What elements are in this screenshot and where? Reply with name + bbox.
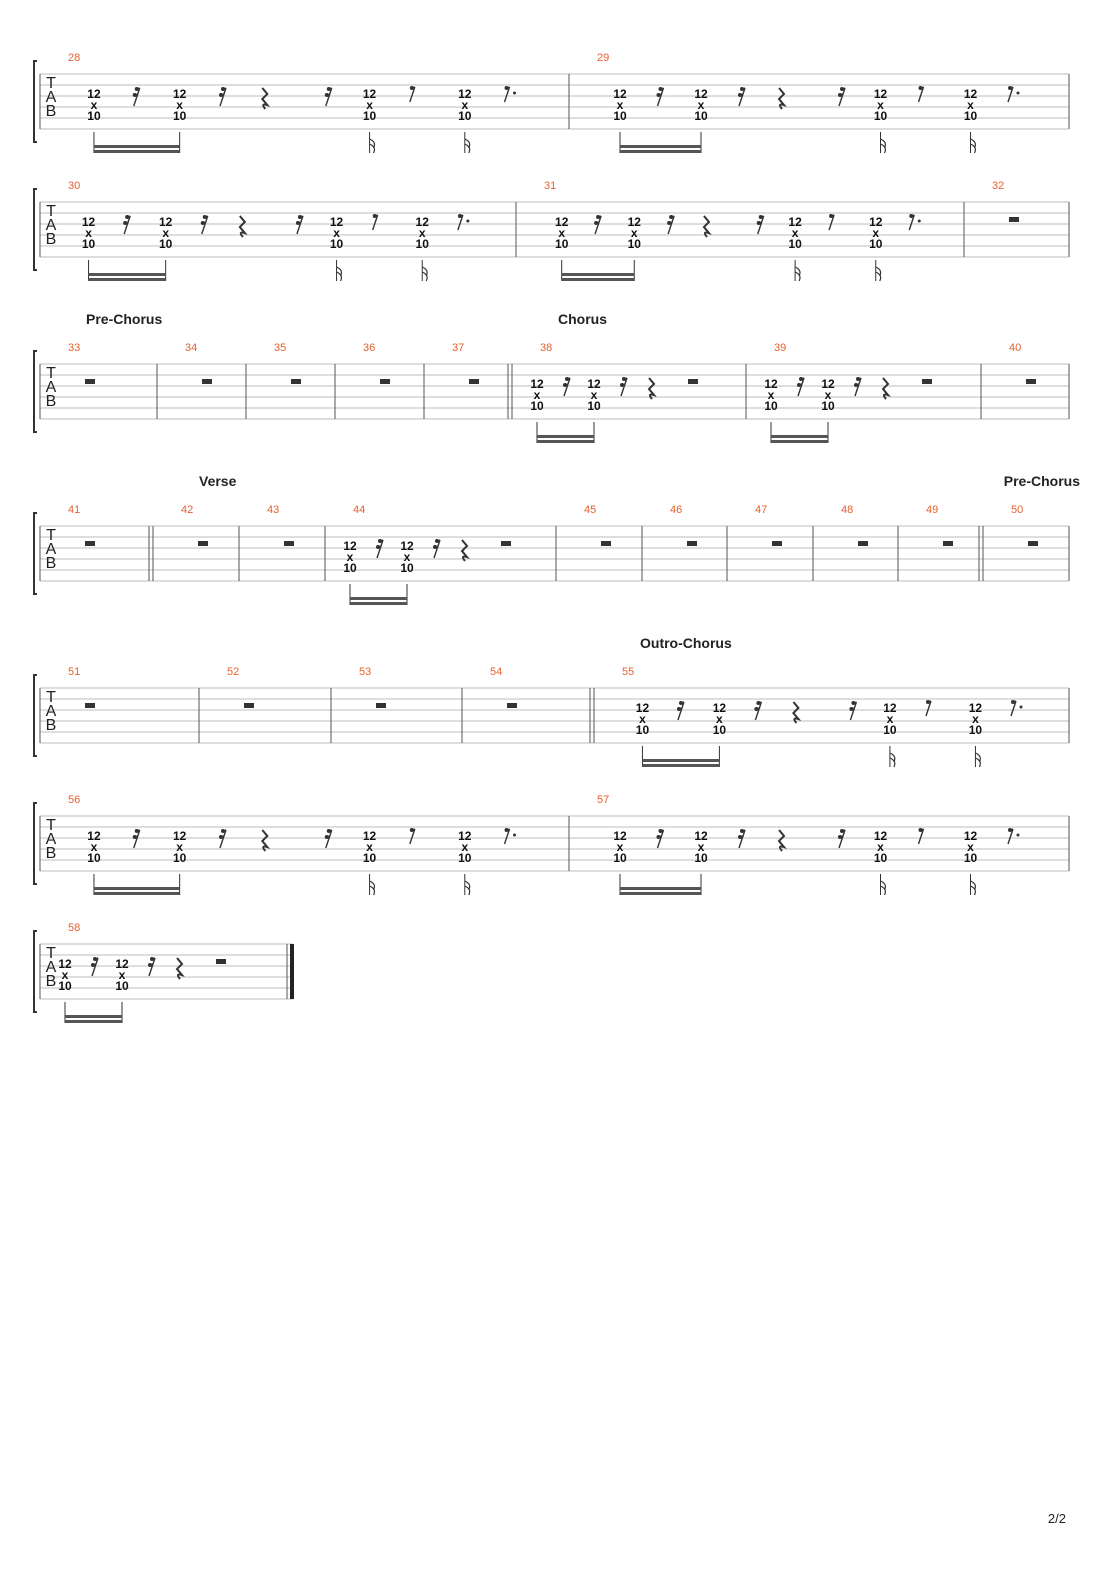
measure-39-beam-beam-2 [771, 435, 828, 438]
measure-28-note-1-dead-note: x [90, 98, 98, 112]
measure-46-whole-rest [687, 541, 697, 546]
measure-29-note-2-fret-10: 10 [694, 109, 708, 123]
measure-28-note-1-fret-12: 12 [87, 87, 101, 101]
measure-39 [746, 342, 932, 443]
measure-number: 44 [353, 504, 366, 516]
measure-number: 49 [926, 504, 939, 516]
tab-clef-t: T [46, 75, 56, 92]
measure-number: 51 [68, 666, 81, 678]
measure-29-note-4-fret-12: 12 [963, 87, 978, 101]
measure-number: 47 [755, 504, 768, 516]
measure-38-beam-beam-2 [537, 435, 594, 438]
measure-57-rest-q [779, 830, 784, 851]
measure-38-beam-beam-1 [537, 440, 594, 443]
system-bracket [34, 931, 37, 1012]
measure-55 [590, 635, 1023, 767]
measure-28 [68, 52, 516, 153]
measure-56-note-1-fret-12: 12 [87, 829, 101, 843]
tab-clef-a: A [45, 959, 57, 976]
section-label: Outro-Chorus [640, 635, 732, 651]
measure-number: 28 [68, 52, 81, 64]
measure-29-note-2-dead-note: x [697, 98, 705, 112]
system-bracket [34, 61, 37, 142]
measure-31-note-3-fret-12: 12 [788, 215, 802, 229]
measure-58-beam-beam-1 [65, 1020, 122, 1023]
measure-28-rest-8-dotted-dot [513, 92, 516, 95]
measure-34 [157, 342, 212, 419]
measure-57-note-1-dead-note: x [616, 840, 624, 854]
system-bracket [34, 675, 37, 756]
measure-56-note-4-fret-12: 12 [458, 829, 472, 843]
measure-29-note-4-fret-10: 10 [963, 109, 978, 123]
system-1 [34, 52, 1069, 153]
measure-36-whole-rest [380, 379, 390, 384]
measure-30-note-1-fret-12: 12 [81, 215, 96, 229]
measure-47-whole-rest [772, 541, 782, 546]
measure-number: 39 [774, 342, 787, 354]
measure-39-rest-half [922, 379, 932, 384]
measure-31-beam-beam-1 [562, 278, 635, 281]
measure-29-note-1-fret-12: 12 [613, 87, 627, 101]
measure-29-beam-beam-2 [620, 145, 701, 148]
measure-29-note-1-fret-10: 10 [613, 109, 627, 123]
measure-58 [58, 922, 294, 1023]
measure-number: 43 [267, 504, 280, 516]
measure-29-beam-beam-1 [620, 150, 701, 153]
measure-30-note-1-dead-note: x [85, 226, 92, 240]
measure-31-note-2-fret-12: 12 [627, 215, 641, 229]
measure-41 [68, 504, 95, 546]
tab-clef-t: T [46, 527, 56, 544]
measure-number: 36 [363, 342, 376, 354]
measure-39-beam-beam-1 [771, 440, 828, 443]
measure-number: 38 [540, 342, 553, 354]
measure-52-whole-rest [244, 703, 254, 708]
system-3 [34, 311, 1069, 443]
measure-44-beam-beam-2 [350, 597, 407, 600]
measure-56-note-4-dead-note: x [461, 840, 469, 854]
measure-57-note-1-fret-12: 12 [613, 829, 627, 843]
system-bracket [34, 351, 37, 432]
measure-30-rest-8-dotted-dot [466, 220, 469, 223]
measure-31-note-2-dead-note: x [630, 226, 638, 240]
measure-56-beam-beam-1 [94, 892, 180, 895]
measure-36 [335, 342, 390, 419]
measure-34-whole-rest [202, 379, 212, 384]
measure-38-note-1-dead-note: x [533, 388, 541, 402]
measure-number: 33 [68, 342, 81, 354]
measure-55-note-4-fret-10: 10 [968, 723, 983, 737]
measure-55-stem-4-flag-2 [975, 758, 980, 767]
measure-56-note-2-fret-12: 12 [172, 829, 187, 843]
measure-57-beam-beam-1 [620, 892, 701, 895]
measure-55-note-1-fret-10: 10 [635, 723, 650, 737]
measure-31 [516, 180, 921, 281]
measure-28-note-3-fret-12: 12 [362, 87, 377, 101]
measure-29-note-2-fret-12: 12 [694, 87, 708, 101]
measure-44-rest-half [501, 541, 511, 546]
measure-28-note-3-dead-note: x [366, 98, 373, 112]
measure-55-note-3-dead-note: x [886, 712, 894, 726]
measure-55-beam-beam-2 [642, 759, 719, 762]
measure-57-note-1-fret-10: 10 [613, 851, 627, 865]
tab-clef-b: B [45, 393, 57, 410]
measure-28-note-2-fret-10: 10 [172, 109, 187, 123]
measure-28-rest-q [262, 88, 267, 109]
measure-38-rest-q [649, 378, 654, 399]
measure-number: 48 [841, 504, 854, 516]
measure-38-note-2-fret-12: 12 [587, 377, 601, 391]
measure-44-note-1-fret-12: 12 [343, 539, 357, 553]
measure-57-note-3-fret-10: 10 [873, 851, 888, 865]
measure-number: 50 [1011, 504, 1024, 516]
measure-57-beam-beam-2 [620, 887, 701, 890]
measure-number: 54 [490, 666, 503, 678]
measure-35 [246, 342, 301, 419]
measure-32-whole-rest [1009, 217, 1019, 222]
measure-57-note-4-fret-12: 12 [963, 829, 978, 843]
tab-clef-t: T [46, 203, 56, 220]
measure-53 [331, 666, 386, 743]
measure-38-note-2-dead-note: x [590, 388, 598, 402]
measure-29-stem-4-flag-2 [971, 144, 976, 153]
measure-30-note-4-dead-note: x [418, 226, 426, 240]
measure-31-note-4-dead-note: x [872, 226, 880, 240]
measure-56-note-1-dead-note: x [90, 840, 98, 854]
measure-29-stem-3-flag-2 [881, 144, 886, 153]
measure-43-whole-rest [284, 541, 294, 546]
measure-57-note-2-fret-10: 10 [694, 851, 708, 865]
measure-number: 37 [452, 342, 465, 354]
measure-56-note-4-fret-10: 10 [458, 851, 472, 865]
measure-number: 55 [622, 666, 635, 678]
tab-clef-b: B [45, 845, 57, 862]
measure-30-note-4-fret-10: 10 [415, 237, 429, 251]
measure-39-note-2-fret-12: 12 [821, 377, 835, 391]
measure-44 [325, 504, 511, 605]
measure-39-note-2-fret-10: 10 [821, 399, 835, 413]
measure-number: 41 [68, 504, 81, 516]
measure-57-note-2-dead-note: x [697, 840, 705, 854]
measure-29-note-1-dead-note: x [616, 98, 624, 112]
measure-number: 53 [359, 666, 372, 678]
measure-38-rest-half [688, 379, 698, 384]
measure-50-whole-rest [1028, 541, 1038, 546]
measure-29-note-3-dead-note: x [877, 98, 884, 112]
measure-58-rest-q [177, 958, 182, 979]
measure-number: 45 [584, 504, 597, 516]
measure-55-note-2-dead-note: x [716, 712, 723, 726]
measure-44-beam-beam-1 [350, 602, 407, 605]
measure-55-note-3-fret-10: 10 [883, 723, 897, 737]
measure-30-beam-beam-1 [89, 278, 166, 281]
measure-29-note-3-fret-10: 10 [873, 109, 888, 123]
measure-28-note-4-fret-10: 10 [458, 109, 472, 123]
tab-clef-a: A [45, 831, 57, 848]
tab-clef-t: T [46, 365, 56, 382]
measure-31-note-1-fret-10: 10 [555, 237, 569, 251]
measure-39-note-1-fret-10: 10 [764, 399, 778, 413]
measure-29-rest-q [779, 88, 784, 109]
tab-clef-b: B [45, 231, 57, 248]
measure-30-stem-4-flag-2 [422, 272, 427, 281]
system-bracket [34, 803, 37, 884]
system-6 [34, 794, 1069, 895]
measure-56-note-2-fret-10: 10 [172, 851, 187, 865]
measure-28-note-2-fret-12: 12 [172, 87, 187, 101]
measure-55-note-1-fret-12: 12 [635, 701, 650, 715]
measure-58-rest-half [216, 959, 226, 964]
measure-51-whole-rest [85, 703, 95, 708]
measure-44-note-1-dead-note: x [346, 550, 354, 564]
measure-58-beam-beam-2 [65, 1015, 122, 1018]
measure-55-note-2-fret-10: 10 [712, 723, 727, 737]
measure-30-note-1-fret-10: 10 [81, 237, 96, 251]
measure-30-note-4-fret-12: 12 [415, 215, 429, 229]
measure-56-stem-3-flag-2 [370, 886, 375, 895]
measure-56-note-2-dead-note: x [176, 840, 183, 854]
measure-28-note-1-fret-10: 10 [87, 109, 101, 123]
measure-44-note-2-fret-10: 10 [400, 561, 414, 575]
measure-number: 58 [68, 922, 81, 934]
page-number: 2/2 [1047, 1511, 1066, 1526]
measure-56-note-1-fret-10: 10 [87, 851, 101, 865]
measure-28-note-3-fret-10: 10 [362, 109, 377, 123]
tab-clef-b: B [45, 973, 57, 990]
measure-30-note-2-dead-note: x [162, 226, 170, 240]
tab-clef-a: A [45, 217, 57, 234]
measure-31-note-4-fret-12: 12 [869, 215, 883, 229]
tab-clef-b: B [45, 103, 57, 120]
measure-41-whole-rest [85, 541, 95, 546]
measure-57-note-3-fret-12: 12 [873, 829, 888, 843]
measure-43 [239, 504, 294, 581]
measure-48-whole-rest [858, 541, 868, 546]
measure-31-stem-4-flag-2 [876, 272, 881, 281]
measure-58-final-thick-bar [290, 944, 294, 999]
measure-number: 56 [68, 794, 81, 806]
measure-42 [149, 473, 237, 581]
measure-56-note-3-dead-note: x [366, 840, 373, 854]
measure-number: 42 [181, 504, 194, 516]
system-4 [34, 473, 1080, 605]
measure-number: 35 [274, 342, 287, 354]
measure-40-whole-rest [1026, 379, 1036, 384]
measure-31-rest-8-dotted-dot [918, 220, 921, 223]
measure-57-note-4-fret-10: 10 [963, 851, 978, 865]
measure-31-stem-3-flag-2 [795, 272, 800, 281]
measure-58-note-2-dead-note: x [118, 968, 126, 982]
tab-clef-t: T [46, 689, 56, 706]
measure-45-whole-rest [601, 541, 611, 546]
measure-40 [981, 342, 1036, 419]
tab-clef-b: B [45, 555, 57, 572]
section-label: Chorus [558, 311, 607, 327]
measure-56-note-3-fret-10: 10 [362, 851, 377, 865]
measure-56-note-3-fret-12: 12 [362, 829, 377, 843]
measure-30 [68, 180, 469, 281]
system-bracket [34, 513, 37, 594]
measure-57-stem-4-flag-2 [971, 886, 976, 895]
measure-35-whole-rest [291, 379, 301, 384]
measure-30-stem-3-flag-2 [337, 272, 342, 281]
measure-28-note-2-dead-note: x [176, 98, 183, 112]
measure-53-whole-rest [376, 703, 386, 708]
measure-32 [964, 180, 1019, 257]
measure-45 [556, 504, 611, 581]
measure-57-note-4-dead-note: x [967, 840, 974, 854]
measure-38-note-1-fret-12: 12 [530, 377, 544, 391]
measure-28-note-4-dead-note: x [461, 98, 469, 112]
measure-49-whole-rest [943, 541, 953, 546]
measure-55-note-2-fret-12: 12 [712, 701, 727, 715]
measure-55-rest-q [793, 702, 798, 723]
system-bracket [34, 189, 37, 270]
measure-55-note-4-fret-12: 12 [968, 701, 983, 715]
measure-37 [424, 342, 479, 419]
measure-number: 57 [597, 794, 610, 806]
measure-55-stem-3-flag-2 [890, 758, 895, 767]
tab-clef-t: T [46, 945, 56, 962]
tab-clef-a: A [45, 89, 57, 106]
measure-number: 40 [1009, 342, 1022, 354]
measure-57-note-3-dead-note: x [877, 840, 884, 854]
measure-44-note-1-fret-10: 10 [343, 561, 357, 575]
measure-54 [462, 666, 517, 743]
measure-55-note-3-fret-12: 12 [883, 701, 897, 715]
measure-55-note-4-dead-note: x [972, 712, 979, 726]
measure-30-note-2-fret-12: 12 [158, 215, 173, 229]
measure-57 [569, 794, 1020, 895]
measure-31-note-4-fret-10: 10 [869, 237, 883, 251]
system-2 [34, 180, 1069, 281]
measure-56-stem-4-flag-2 [465, 886, 470, 895]
measure-number: 30 [68, 180, 81, 192]
measure-31-note-1-fret-12: 12 [555, 215, 569, 229]
measure-39-rest-q [883, 378, 888, 399]
measure-55-rest-8-dotted-dot [1020, 706, 1023, 709]
measure-29-rest-8-dotted-dot [1017, 92, 1020, 95]
measure-44-rest-q [462, 540, 467, 561]
measure-38-note-1-fret-10: 10 [530, 399, 544, 413]
measure-55-beam-beam-1 [642, 764, 719, 767]
measure-50 [979, 473, 1080, 581]
tab-clef-a: A [45, 703, 57, 720]
measure-number: 32 [992, 180, 1005, 192]
measure-number: 46 [670, 504, 683, 516]
measure-39-note-1-fret-12: 12 [764, 377, 778, 391]
measure-48 [813, 504, 868, 581]
section-label: Verse [199, 473, 237, 489]
measure-54-whole-rest [507, 703, 517, 708]
system-5 [34, 635, 1069, 767]
section-label: Pre-Chorus [1003, 473, 1080, 489]
measure-51 [68, 666, 95, 708]
measure-number: 29 [597, 52, 610, 64]
measure-39-note-2-dead-note: x [824, 388, 832, 402]
measure-33 [68, 311, 162, 384]
measure-31-note-1-dead-note: x [558, 226, 566, 240]
measure-58-note-1-fret-12: 12 [58, 957, 72, 971]
measure-47 [727, 504, 782, 581]
measure-28-note-4-fret-12: 12 [458, 87, 472, 101]
measure-52 [199, 666, 254, 743]
measure-44-note-2-fret-12: 12 [400, 539, 414, 553]
measure-55-note-1-dead-note: x [639, 712, 646, 726]
measure-38 [508, 311, 698, 443]
measure-29-note-3-fret-12: 12 [873, 87, 888, 101]
measure-28-stem-4-flag-2 [465, 144, 470, 153]
measure-58-note-1-fret-10: 10 [58, 979, 72, 993]
measure-57-rest-8-dotted-dot [1017, 834, 1020, 837]
measure-29-note-4-dead-note: x [967, 98, 974, 112]
measure-31-rest-q [704, 216, 709, 237]
measure-number: 52 [227, 666, 240, 678]
measure-30-note-3-fret-10: 10 [329, 237, 344, 251]
measure-39-note-1-dead-note: x [767, 388, 775, 402]
measure-number: 31 [544, 180, 557, 192]
measure-46 [642, 504, 697, 581]
measure-31-note-3-fret-10: 10 [788, 237, 802, 251]
tab-clef-a: A [45, 379, 57, 396]
system-7 [34, 922, 294, 1023]
measure-56-rest-q [262, 830, 267, 851]
measure-56-rest-8-dotted-dot [513, 834, 516, 837]
measure-28-beam-beam-1 [94, 150, 180, 153]
measure-31-beam-beam-2 [562, 273, 635, 276]
tab-clef-a: A [45, 541, 57, 558]
measure-28-beam-beam-2 [94, 145, 180, 148]
measure-57-note-2-fret-12: 12 [694, 829, 708, 843]
measure-28-stem-3-flag-2 [370, 144, 375, 153]
measure-58-note-1-dead-note: x [61, 968, 69, 982]
measure-30-rest-q [240, 216, 245, 237]
measure-57-stem-3-flag-2 [881, 886, 886, 895]
measure-30-note-3-fret-12: 12 [329, 215, 344, 229]
measure-31-note-2-fret-10: 10 [627, 237, 641, 251]
section-label: Pre-Chorus [86, 311, 163, 327]
tab-clef-t: T [46, 817, 56, 834]
measure-30-beam-beam-2 [89, 273, 166, 276]
measure-33-whole-rest [85, 379, 95, 384]
tab-clef-b: B [45, 717, 57, 734]
measure-30-note-3-dead-note: x [333, 226, 340, 240]
measure-38-note-2-fret-10: 10 [587, 399, 601, 413]
measure-49 [898, 504, 953, 581]
measure-30-note-2-fret-10: 10 [158, 237, 173, 251]
measure-31-note-3-dead-note: x [791, 226, 799, 240]
tablature-systems [34, 52, 1080, 1023]
measure-44-note-2-dead-note: x [403, 550, 411, 564]
measure-56-beam-beam-2 [94, 887, 180, 890]
measure-29 [569, 52, 1020, 153]
measure-number: 34 [185, 342, 198, 354]
measure-56 [68, 794, 516, 895]
measure-42-whole-rest [198, 541, 208, 546]
measure-37-whole-rest [469, 379, 479, 384]
measure-58-note-2-fret-12: 12 [115, 957, 129, 971]
measure-58-note-2-fret-10: 10 [115, 979, 129, 993]
